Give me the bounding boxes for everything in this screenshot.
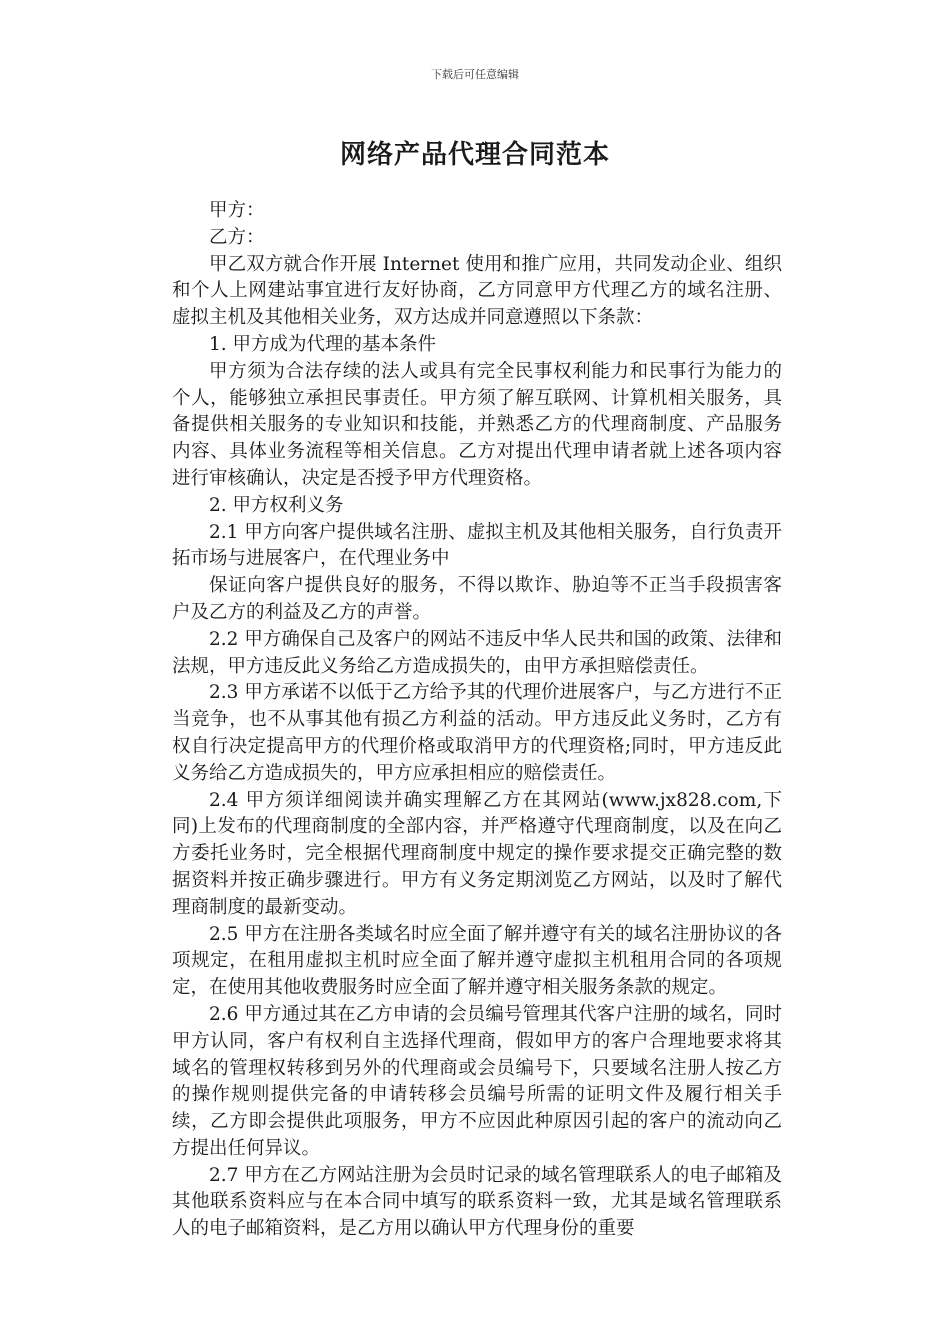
- clause-2-4: 2.4 甲方须详细阅读并确实理解乙方在其网站(www.jx828.com,下同)上发布的代理商制度的全部内容，并严格遵守代理商制度，以及在向乙方委托业务时，完全根据代理商制度中规定的操作要求提交正确完整的数据资料并按正确步骤进行。甲方有义务定期浏览乙方网站，以及时了解代理商制度的最新变动。: [172, 789, 782, 918]
- clause-2-3: 2.3 甲方承诺不以低于乙方给予其的代理价进展客户，与乙方进行不正当竞争，也不从事其他有损乙方利益的活动。甲方违反此义务时，乙方有权自行决定提高甲方的代理价格或取消甲方的代理资格;同时，甲方违反此义务给乙方造成损失的，甲方应承担相应的赔偿责任。: [172, 682, 782, 784]
- document-title: 网络产品代理合同范本: [339, 140, 610, 170]
- section-heading-2: 2. 甲方权利义务: [209, 494, 344, 516]
- party-b-line: 乙方：: [209, 226, 265, 248]
- header-note: 下载后可任意编辑: [431, 68, 519, 81]
- section-heading-1: 1. 甲方成为代理的基本条件: [209, 333, 437, 355]
- clause-2-2: 2.2 甲方确保自己及客户的网站不违反中华人民共和国的政策、法律和法规，甲方违反此义务给乙方造成损失的，由甲方承担赔偿责任。: [172, 628, 782, 677]
- clause-2-5: 2.5 甲方在注册各类域名时应全面了解并遵守有关的域名注册协议的各项规定，在租用虚拟主机时应全面了解并遵守虚拟主机租用合同的各项规定，在使用其他收费服务时应全面了解并遵守相关服务条款的规定。: [172, 923, 782, 999]
- section-1-paragraph: 甲方须为合法存续的法人或具有完全民事权利能力和民事行为能力的个人，能够独立承担民事责任。甲方须了解互联网、计算机相关服务，具备提供相关服务的专业知识和技能，并熟悉乙方的代理商制度、产品服务内容、具体业务流程等相关信息。乙方对提出代理申请者就上述各项内容进行审核确认，决定是否授予甲方代理资格。: [172, 360, 782, 489]
- clause-2-1-continued: 保证向客户提供良好的服务，不得以欺诈、胁迫等不正当手段损害客户及乙方的利益及乙方的声誉。: [172, 575, 782, 623]
- preamble-paragraph: 甲乙双方就合作开展 Internet 使用和推广应用，共同发动企业、组织和个人上网建站事宜进行友好协商，乙方同意甲方代理乙方的域名注册、虚拟主机及其他相关业务，双方达成并同意遵照以下条款：: [172, 253, 782, 329]
- clause-2-7: 2.7 甲方在乙方网站注册为会员时记录的域名管理联系人的电子邮箱及其他联系资料应与在本合同中填写的联系资料一致，尤其是域名管理联系人的电子邮箱资料，是乙方用以确认甲方代理身份的重要: [172, 1164, 782, 1240]
- party-a-line: 甲方：: [209, 200, 265, 221]
- clause-2-6: 2.6 甲方通过其在乙方申请的会员编号管理其代客户注册的域名，同时甲方认同，客户有权利自主选择代理商，假如甲方的客户合理地要求将其域名的管理权转移到另外的代理商或会员编号下，只要域名注册人按乙方的操作规则提供完备的申请转移会员编号所需的证明文件及履行相关手续，乙方即会提供此项服务，甲方不应因此种原因引起的客户的流动向乙方提出任何异议。: [172, 1003, 782, 1159]
- clause-2-1: 2.1 甲方向客户提供域名注册、虚拟主机及其他相关服务，自行负责开拓市场与进展客户，在代理业务中: [172, 521, 782, 570]
- document-body: [172, 198, 782, 1243]
